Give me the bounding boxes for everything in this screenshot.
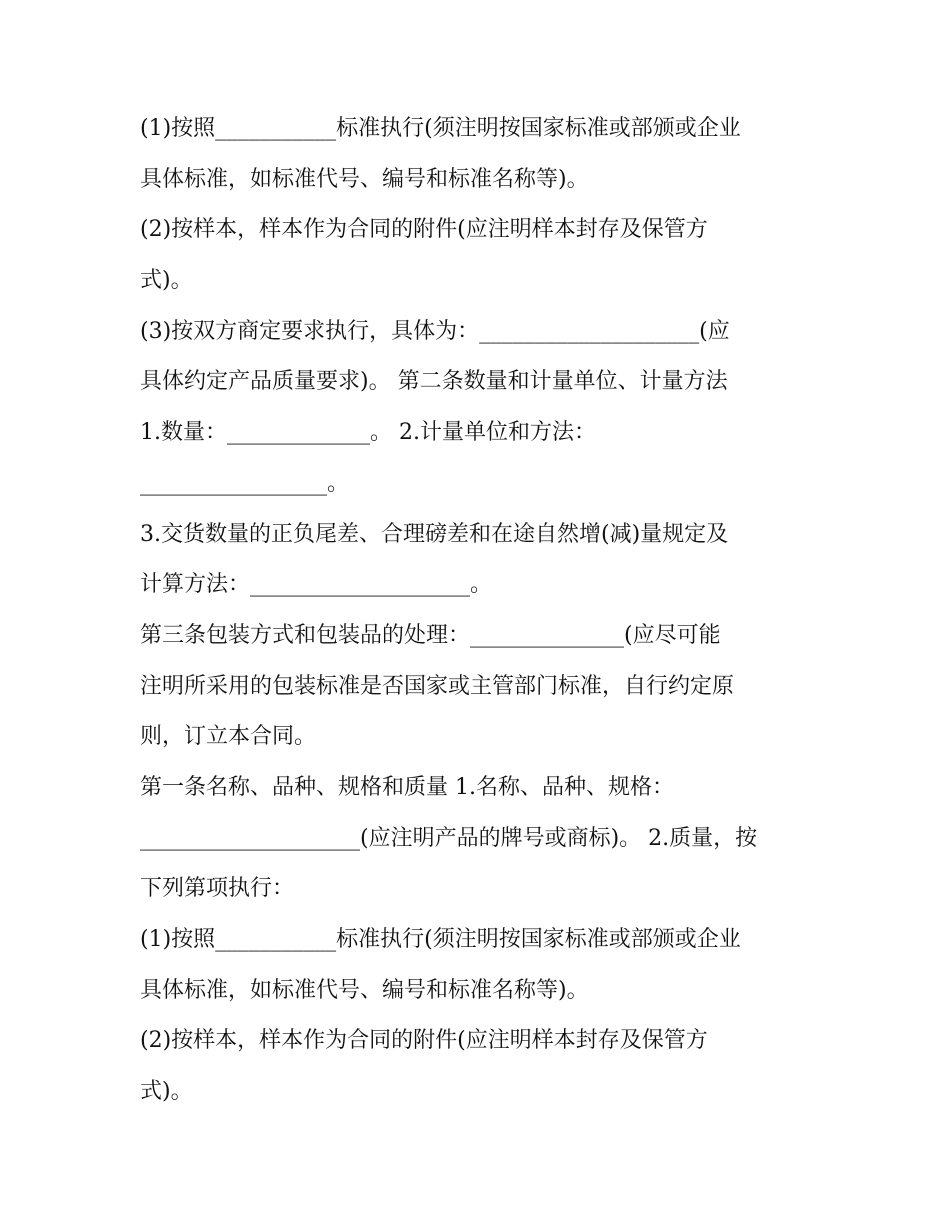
text-line: 具体标准，如标准代号、编号和标准名称等)。 <box>140 166 589 192</box>
text-line: (2)按样本，样本作为合同的附件(应注明样本封存及保管方 <box>140 1028 708 1054</box>
text-line: 注明所采用的包装标准是否国家或主管部门标准，自行约定原 <box>140 673 735 699</box>
text-line: 下列第项执行： <box>140 876 295 902</box>
text-line: 1.数量：_____________。 2.计量单位和方法： <box>140 420 596 446</box>
text-line: 第一条名称、品种、规格和质量 1.名称、品种、规格： <box>140 774 674 800</box>
text-line: 则，订立本合同。 <box>140 724 317 750</box>
text-line: 计算方法：____________________。 <box>140 572 493 598</box>
document-body <box>140 104 820 1118</box>
text-line: 式)。 <box>140 1079 193 1105</box>
text-line: 具体标准，如标准代号、编号和标准名称等)。 <box>140 977 589 1003</box>
text-line: (1)按照___________标准执行(须注明按国家标准或部颁或企业 <box>140 927 741 952</box>
text-line: 具体约定产品质量要求)。 第二条数量和计量单位、计量方法 <box>140 369 728 395</box>
text-line: 3.交货数量的正负尾差、合理磅差和在途自然增(减)量规定及 <box>140 521 729 547</box>
text-line: 第三条包装方式和包装品的处理：______________(应尽可能 <box>140 622 721 648</box>
text-line: _________________。 <box>140 470 350 496</box>
text-line: (2)按样本，样本作为合同的附件(应注明样本封存及保管方 <box>140 217 708 243</box>
text-line: ____________________(应注明产品的牌号或商标)。 2.质量，按 <box>140 825 758 851</box>
text-line: 式)。 <box>140 268 193 294</box>
text-line: (1)按照___________标准执行(须注明按国家标准或部颁或企业 <box>140 116 741 141</box>
text-line: (3)按双方商定要求执行，具体为：____________________(应 <box>140 318 730 344</box>
